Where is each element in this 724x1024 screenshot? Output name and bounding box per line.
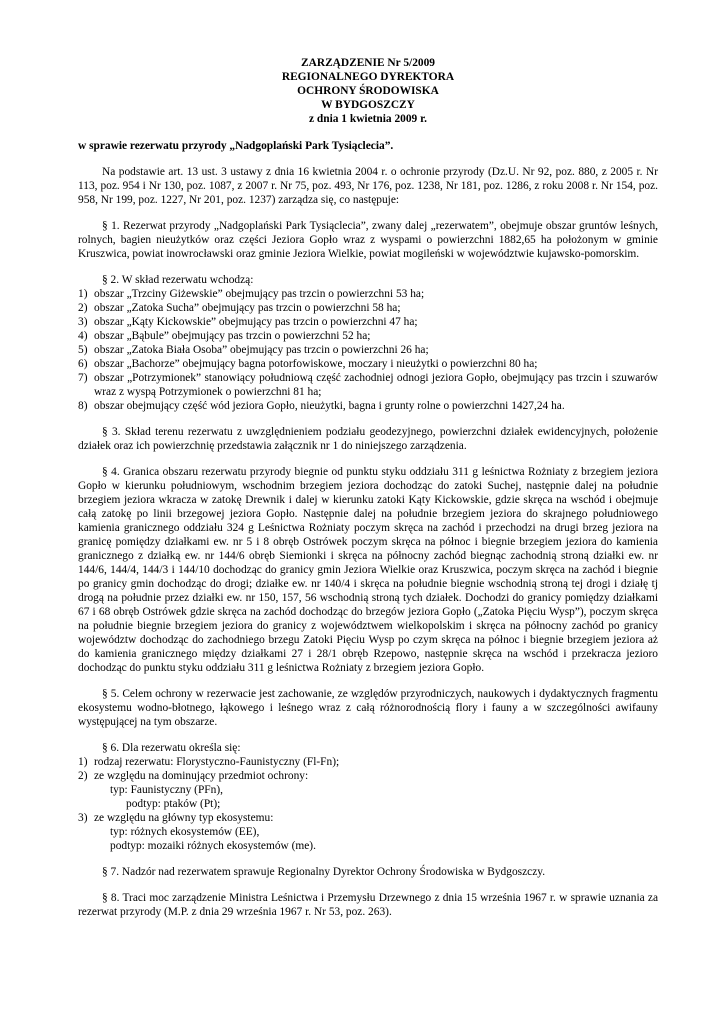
list-item: 6) obszar „Bachorze” obejmujący bagna potorfowiskowe, moczary i nieużytki o powierzchni 80 ha; xyxy=(78,358,538,370)
paragraph-2-list xyxy=(78,287,658,413)
paragraph-5: § 5. Celem ochrony w rezerwacie jest zachowanie, ze względów przyrodniczych, naukowych i dydaktycznych fragmentu ekosystemu wodno-błotnego, łąkowego i leśnego wraz z całą różnorodnością flory i fauny a w szczególności awifauny występującej na tym obszarze. xyxy=(78,688,658,728)
header-authority-line2: OCHRONY ŚRODOWISKA xyxy=(297,85,439,97)
sub-item: podtyp: mozaiki różnych ekosystemów (me). xyxy=(110,840,316,852)
sub-item: typ: Faunistyczny (PFn), xyxy=(110,784,223,796)
paragraph-8: § 8. Traci moc zarządzenie Ministra Leśnictwa i Przemysłu Drzewnego z dnia 15 września 1967 r. w sprawie uznania za rezerwat przyrody (M.P. z dnia 29 września 1967 r. Nr 53, poz. 263). xyxy=(78,892,658,918)
header-authority-line1: REGIONALNEGO DYREKTORA xyxy=(281,71,455,83)
preamble: Na podstawie art. 13 ust. 3 ustawy z dnia 16 kwietnia 2004 r. o ochronie przyrody (Dz.U. Nr 92, poz. 880, z 2005 r. Nr 113, poz. 954 i Nr 130, poz. 1087, z 2007 r. Nr 75, poz. 493, Nr 176, poz. 1238, Nr 181, poz. 1286, z roku 2008 r. Nr 154, poz. 958, Nr 199, poz. 1227, Nr 201, poz. 1237) zarządza się, co następuje: xyxy=(78,166,658,206)
sub-item: podtyp: ptaków (Pt); xyxy=(126,798,221,810)
paragraph-1: § 1. Rezerwat przyrody „Nadgoplański Park Tysiąclecia”, zwany dalej „rezerwatem”, obejmuje obszar gruntów leśnych, rolnych, bagien nieużytków oraz części Jeziora Gopło wraz z wyspami o powierzchni 1882,65 ha położonym w gminie Kruszwica, powiat inowrocławski oraz gminie Jeziora Wielkie, powiat mogileński w województwie kujawsko-pomorskim. xyxy=(78,220,658,260)
paragraph-2-intro: § 2. W skład rezerwatu wchodzą: xyxy=(102,274,254,286)
header-location: W BYDGOSZCZY xyxy=(321,99,415,111)
paragraph-3: § 3. Skład terenu rezerwatu z uwzględnieniem podziału geodezyjnego, powierzchni działek ewidencyjnych, położenie działek oraz ich powierzchnię przedstawia załącznik nr 1 do niniejszego zarządzenia. xyxy=(78,426,658,452)
paragraph-6-list xyxy=(78,755,658,853)
list-item: 3) ze względu na główny typ ekosystemu: typ: różnych ekosystemów (EE), podtyp: mozaiki różnych ekosystemów (me). xyxy=(78,811,658,853)
list-item: 4) obszar „Bąbule” obejmujący pas trzcin o powierzchni 52 ha; xyxy=(78,330,371,342)
list-item: 1) obszar „Trzciny Giżewskie” obejmujący pas trzcin o powierzchni 53 ha; xyxy=(78,288,425,300)
list-item: 7) obszar „Potrzymionek” stanowiący południową część zachodniej odnogi jeziora Gopło, obejmujący pas trzcin i szuwarów wraz z wyspą Potrzymionek o powierzchni 81 ha; xyxy=(78,372,658,398)
paragraph-7: § 7. Nadzór nad rezerwatem sprawuje Regionalny Dyrektor Ochrony Środowiska w Bydgoszczy. xyxy=(102,866,546,878)
paragraph-2 xyxy=(78,273,658,413)
paragraph-4: § 4. Granica obszaru rezerwatu przyrody biegnie od punktu styku oddziału 311 g leśnictwa Rożniaty z brzegiem jeziora Gopło w kierunku południowym, wschodnim brzegiem jeziora dochodząc do zatoki Suchej, następnie dalej na południe brzegiem jeziora wkracza w zatokę Drewnik i dalej w kierunku zatoki Kąty Kickowskie, gdzie skręca na wschód i obejmuje całą zatokę po linii brzegowej jeziora Gopło. Następnie dalej na południe brzegiem jeziora do skrajnego południowego kamienia granicznego oddziału 324 g Leśnictwa Rożniaty poczym skręca na zachód i przechodzi na drugi brzeg jeziora na granicę pomiędzy działkami ew. nr 5 i 8 obręb Ostrówek poczym skręca na północ i biegnie brzegiem jeziora do kamienia granicznego z działką ew. nr 144/6 obręb Siemionki i skręca na północny zachód biegnąc zachodnią stroną działki ew. nr 144/6, 144/4, 144/3 i 144/10 dochodząc do granicy gmin Jeziora Wielkie oraz Kruszwica, poczym skręca na zachód i biegnie po granicy gmin dochodząc do drogi; działke ew. nr 140/4 i skręca na południe biegnie wschodnią stroną tej drogi i działę tj drogą na południe przez działki ew. nr 150, 157, 56 wschodnią stroną tych działek. Dochodzi do granicy pomiędzy działkami 67 i 68 obręb Ostrówek gdzie skręca na zachód dochodząc do brzegów jeziora Gopło („Zatoka Pięciu Wysp”), poczym skręca na południe biegnie brzegiem jeziora do granicy z województwem wielkopolskim i skręca na północny zachód po granicy województw dochodząc do zachodniego brzegu Zatoki Pięciu Wysp po czym skręca na północ i biegnie brzegiem jeziora aż do kamienia granicznego między działkami 27 i 28/1 obręb Rzepowo, następnie skręca na wschód i przekracza jezioro dochodząc do punktu styku oddziału 311 g leśnictwa Rożniaty z brzegiem jeziora Gopło. xyxy=(78,466,658,674)
list-item: 8) obszar obejmujący część wód jeziora Gopło, nieużytki, bagna i grunty rolne o powierzchni 1427,24 ha. xyxy=(78,400,565,412)
paragraph-6-intro: § 6. Dla rezerwatu określa się: xyxy=(102,742,241,754)
list-item: 2) obszar „Zatoka Sucha” obejmujący pas trzcin o powierzchni 58 ha; xyxy=(78,302,401,314)
paragraph-6 xyxy=(78,741,658,853)
list-item: 1) rodzaj rezerwatu: Florystyczno-Faunistyczny (Fl-Fn); xyxy=(78,756,340,768)
document-subject: w sprawie rezerwatu przyrody „Nadgoplański Park Tysiąclecia”. xyxy=(78,140,394,152)
header-title: ZARZĄDZENIE Nr 5/2009 xyxy=(301,57,435,69)
header-date: z dnia 1 kwietnia 2009 r. xyxy=(309,113,427,125)
sub-item: typ: różnych ekosystemów (EE), xyxy=(110,826,260,838)
list-item: 2) ze względu na dominujący przedmiot ochrony: typ: Faunistyczny (PFn), podtyp: ptaków (Pt); xyxy=(78,769,658,811)
list-item: 5) obszar „Zatoka Biała Osoba” obejmujący pas trzcin o powierzchni 26 ha; xyxy=(78,344,429,356)
list-item: 3) obszar „Kąty Kickowskie” obejmujący pas trzcin o powierzchni 47 ha; xyxy=(78,316,418,328)
document-header xyxy=(78,56,658,126)
